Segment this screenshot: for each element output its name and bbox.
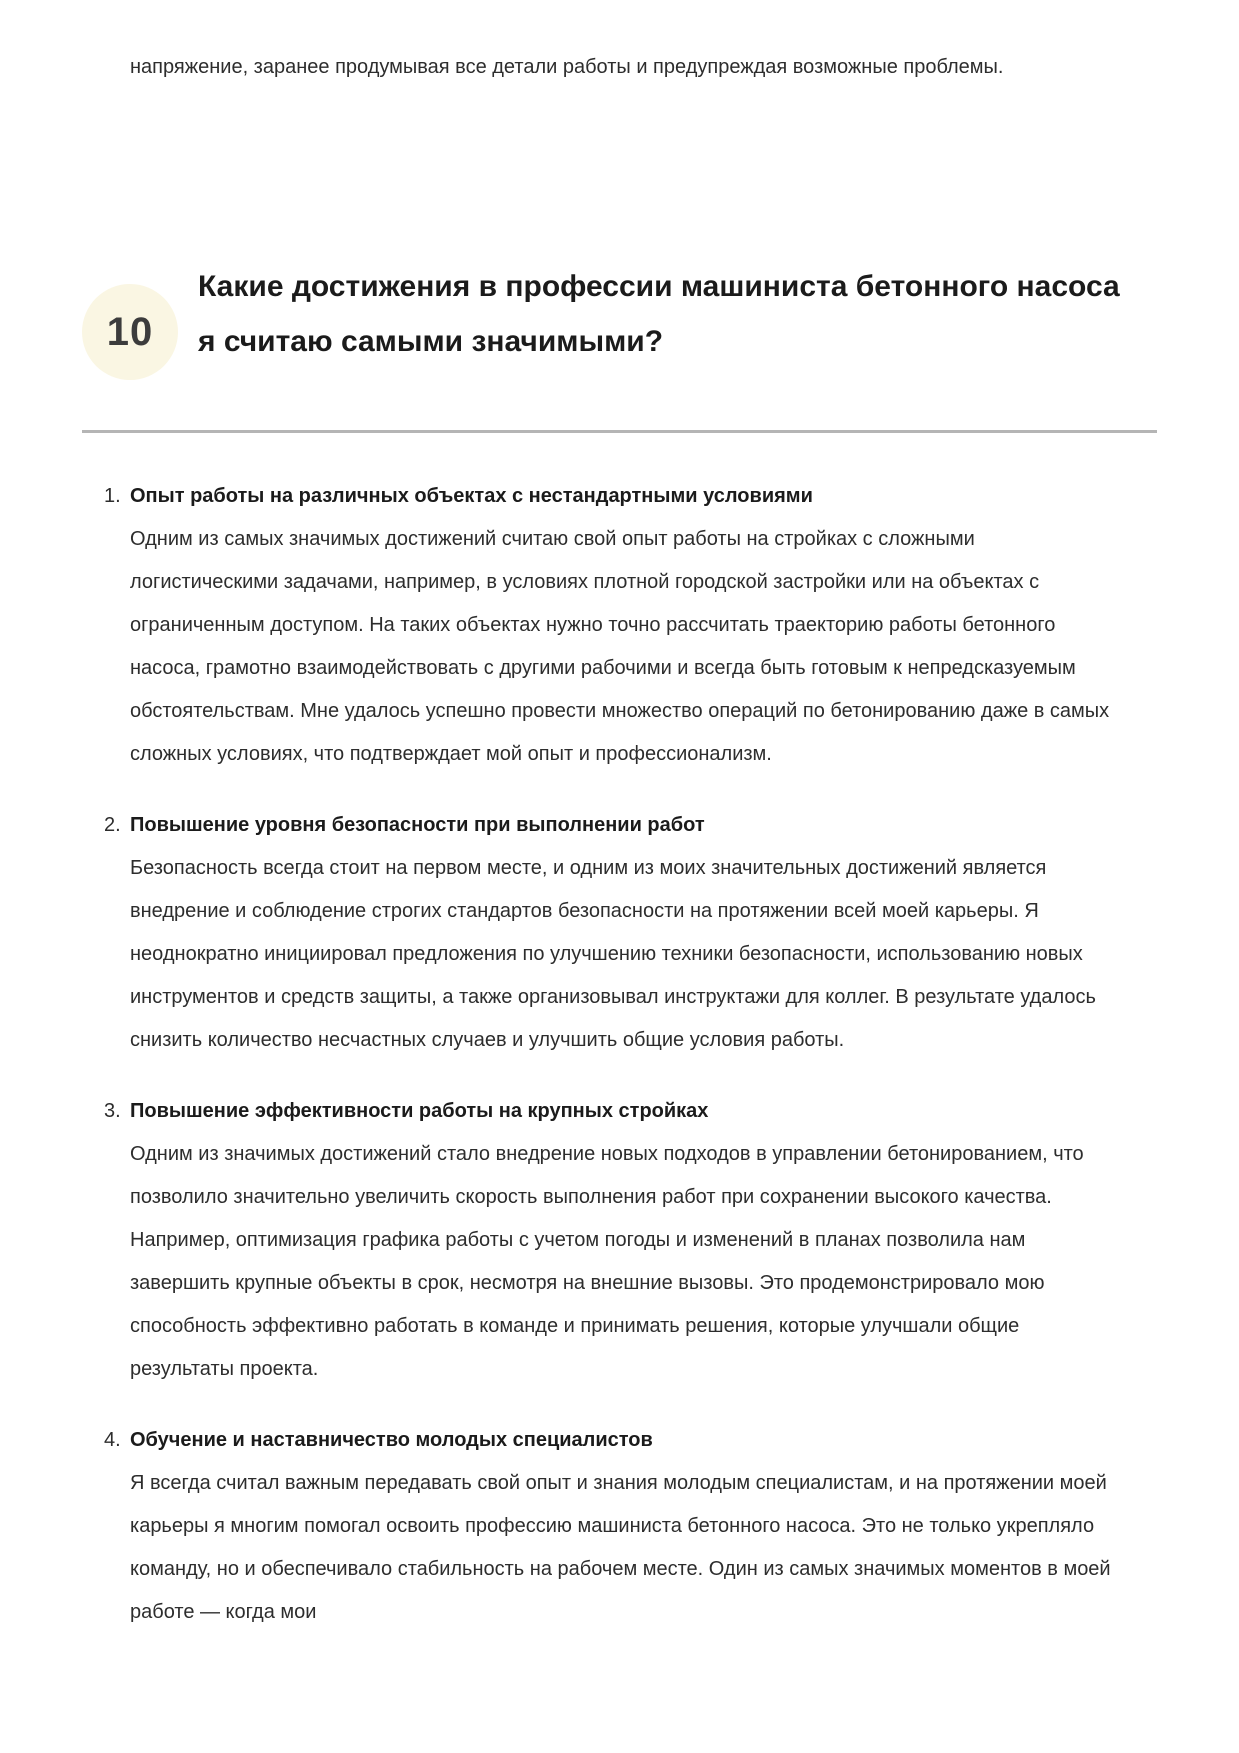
intro-continuation-paragraph: напряжение, заранее продумывая все детали работы и предупреждая возможные проблемы. [130, 56, 1004, 78]
list-item-content [130, 804, 1122, 1062]
list-item-body: Я всегда считал важным передавать свой опыт и знания молодым специалистам, и на протяжении моей карьеры я многим помогал освоить профессию машиниста бетонного насоса. Это не только укрепляло команду, но и обеспечивало стабильность на рабочем месте. Один из самых значимых моментов в моей работе — когда мои [130, 1472, 1111, 1623]
list-item-body: Одним из самых значимых достижений считаю свой опыт работы на стройках с сложными логистическими задачами, например, в условиях плотной городской застройки или на объектах с ограниченным доступом. На таких объектах нужно точно рассчитать траекторию работы бетонного насоса, грамотно взаимодействовать с другими рабочими и всегда быть готовым к непредсказуемым обстоятельствам. Мне удалось успешно провести множество операций по бетонированию даже в самых сложных условиях, что подтверждает мой опыт и профессионализм. [130, 528, 1110, 765]
list-item-title: Повышение уровня безопасности при выполнении работ [130, 814, 705, 836]
list-item-title: Повышение эффективности работы на крупных стройках [130, 1100, 709, 1122]
section-title: Какие достижения в профессии машиниста бетонного насоса я считаю самыми значимыми? [198, 270, 1120, 358]
list-item-content [130, 1419, 1122, 1634]
section-header [82, 256, 1159, 380]
list-item-content [130, 475, 1122, 776]
list-item [82, 475, 1122, 776]
list-item-content [130, 1090, 1122, 1391]
list-item-number: 4. [104, 1429, 121, 1451]
list-item-title: Опыт работы на различных объектах с нестандартными условиями [130, 485, 813, 507]
achievements-list [82, 475, 1122, 1634]
list-item-body: Одним из значимых достижений стало внедрение новых подходов в управлении бетонированием, что позволило значительно увеличить скорость выполнения работ при сохранении высокого качества. Например, оптимизация графика работы с учетом погоды и изменений в планах позволила нам завершить крупные объекты в срок, несмотря на внешние вызовы. Это продемонстрировало мою способность эффективно работать в команде и принимать решения, которые улучшали общие результаты проекта. [130, 1143, 1084, 1380]
list-item-number: 2. [104, 814, 121, 836]
list-item-title: Обучение и наставничество молодых специалистов [130, 1429, 653, 1451]
section-divider [82, 430, 1157, 433]
list-item [82, 1419, 1122, 1634]
list-item-body: Безопасность всегда стоит на первом месте, и одним из моих значительных достижений является внедрение и соблюдение строгих стандартов безопасности на протяжении всей моей карьеры. Я неоднократно инициировал предложения по улучшению техники безопасности, использованию новых инструментов и средств защиты, а также организовывал инструктажи для коллег. В результате удалось снизить количество несчастных случаев и улучшить общие условия работы. [130, 857, 1096, 1051]
list-item-number: 3. [104, 1100, 121, 1122]
list-item [82, 1090, 1122, 1391]
list-item-number: 1. [104, 485, 121, 507]
section-number: 10 [106, 309, 154, 354]
section-number-badge [82, 284, 178, 380]
list-item [82, 804, 1122, 1062]
